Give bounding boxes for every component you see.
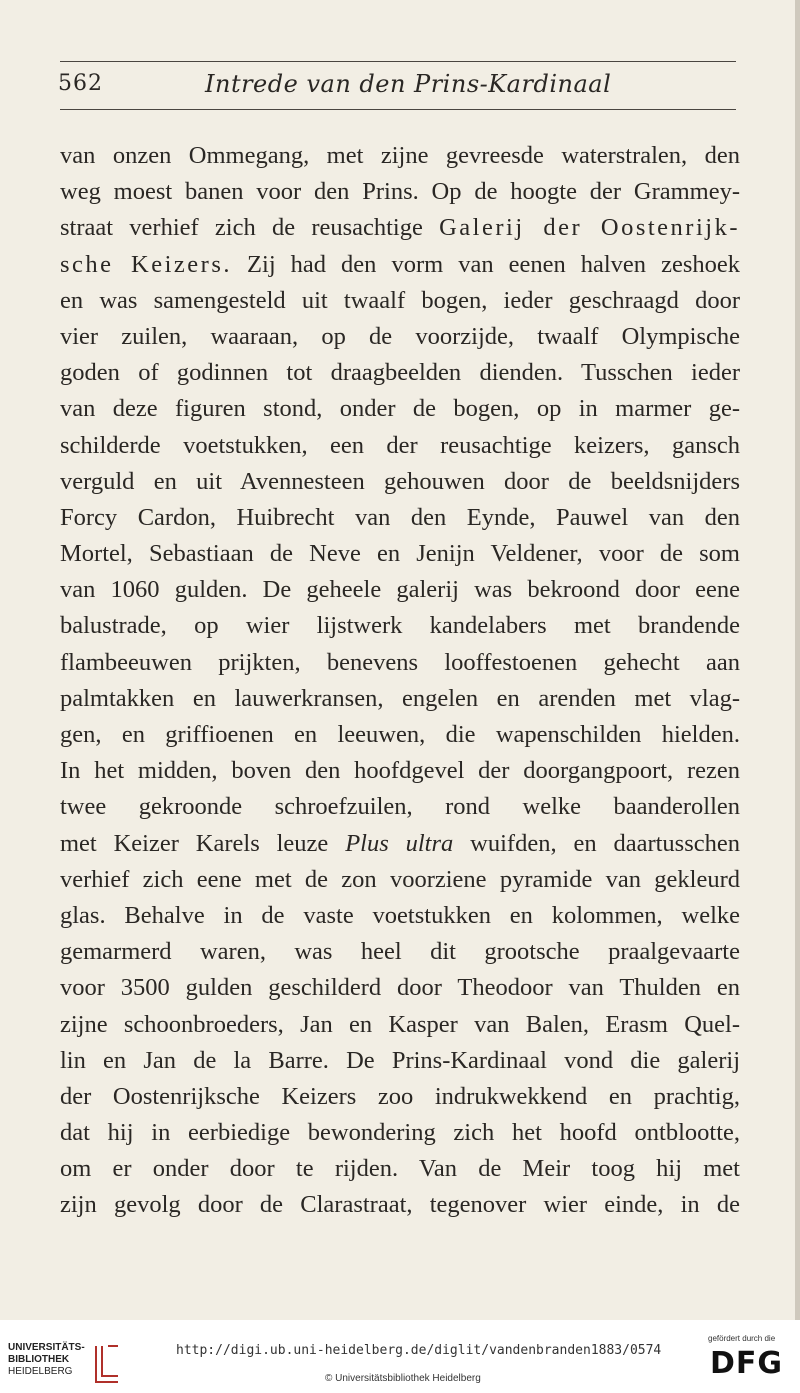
text-line: vier zuilen, waaraan, op de voorzijde, twaalf Olympische [60, 322, 740, 350]
header-rule-top [60, 61, 736, 62]
text-line: zijne schoonbroeders, Jan en Kasper van Balen, Erasm Quel- [60, 1010, 740, 1038]
text-line: van 1060 gulden. De geheele galerij was bekroond door eene [60, 576, 740, 604]
text-line: lin en Jan de la Barre. De Prins-Kardinaal vond die galerij [60, 1046, 740, 1074]
text-line: en was samengesteld uit twaalf bogen, ieder geschraagd door [60, 286, 740, 314]
spaced-emphasis: sche Keizers. [60, 250, 233, 278]
ub-line-1: UNIVERSITÄTS- [8, 1342, 85, 1353]
text-fragment: met Keizer Karels leuze [60, 829, 329, 857]
text-line: verguld en uit Avennesteen gehouwen door de beeldsnijders [60, 467, 740, 495]
text-line: zijn gevolg door de Clarastraat, tegenover wier einde, in de [60, 1191, 740, 1219]
text-line: voor 3500 gulden geschilderd door Theodoor van Thulden en [60, 974, 740, 1002]
text-line: van deze figuren stond, onder de bogen, op in marmer ge- [60, 395, 740, 423]
text-line: In het midden, boven den hoofdgevel der doorgangpoort, rezen [60, 757, 740, 785]
ub-mark-icon [92, 1342, 122, 1386]
text-line: Mortel, Sebastiaan de Neve en Jenijn Veldener, voor de som [60, 540, 740, 568]
dfg-logo-text: DFG [710, 1346, 784, 1381]
copyright-note: © Universitätsbibliothek Heidelberg [325, 1373, 481, 1384]
text-fragment: wuifden, en daartusschen [470, 829, 740, 857]
dfg-caption: gefördert durch die [708, 1334, 776, 1343]
italic-motto: Plus ultra [345, 829, 454, 857]
text-line: verhief zich eene met de zon voorziene pyramide van gekleurd [60, 865, 740, 893]
permalink-url[interactable]: http://digi.ub.uni-heidelberg.de/diglit/vandenbranden1883/0574 [176, 1343, 662, 1358]
text-line: palmtakken en lauwerkransen, engelen en arenden met vlag- [60, 684, 740, 712]
text-line: gemarmerd waren, was heel dit grootsche praalgevaarte [60, 938, 740, 966]
text-line: glas. Behalve in de vaste voetstukken en kolommen, welke [60, 901, 740, 929]
dfg-logo[interactable] [706, 1334, 796, 1389]
running-head: Intrede van den Prins-Kardinaal [205, 70, 612, 98]
text-line: dat hij in eerbiedige bewondering zich het hoofd ontblootte, [60, 1119, 740, 1147]
ub-line-2: BIBLIOTHEK [8, 1354, 70, 1365]
header-rule-bottom [60, 109, 736, 110]
text-line: gen, en griffioenen en leeuwen, die wapenschilden hielden. [60, 721, 740, 748]
text-line: der Oostenrijksche Keizers zoo indrukwekkend en prachtig, [60, 1082, 740, 1110]
footer-bar [0, 1320, 800, 1393]
text-line: Forcy Cardon, Huibrecht van den Eynde, Pauwel van den [60, 503, 740, 531]
text-line: twee gekroonde schroefzuilen, rond welke baanderollen [60, 793, 740, 821]
text-line: om er onder door te rijden. Van de Meir toog hij met [60, 1155, 740, 1183]
text-line: schilderde voetstukken, een der reusachtige keizers, gansch [60, 431, 740, 459]
text-line: flambeeuwen prijkten, benevens looffestoenen gehecht aan [60, 648, 740, 676]
spaced-emphasis: Galerij der Oostenrijk- [439, 214, 740, 242]
page-number: 562 [58, 71, 103, 96]
ub-line-3: HEIDELBERG [8, 1366, 73, 1377]
text-line: sche Keizers. Zij had den vorm van eenen halven zeshoek [60, 250, 740, 278]
text-line: weg moest banen voor den Prins. Op de hoogte der Grammey- [60, 178, 740, 206]
text-line: goden of godinnen tot draagbeelden dienden. Tusschen ieder [60, 359, 740, 387]
text-line: balustrade, op wier lijstwerk kandelabers met brandende [60, 612, 740, 640]
text-line: straat verhief zich de reusachtige Galerij der Oostenrijk- [60, 214, 740, 242]
text-line [60, 826, 740, 862]
ub-heidelberg-logo[interactable] [8, 1342, 148, 1386]
page-edge [795, 0, 800, 1320]
text-line: van onzen Ommegang, met zijne gevreesde waterstralen, den [60, 142, 740, 169]
ub-logo-text [8, 1342, 85, 1378]
body-text [60, 138, 740, 1224]
